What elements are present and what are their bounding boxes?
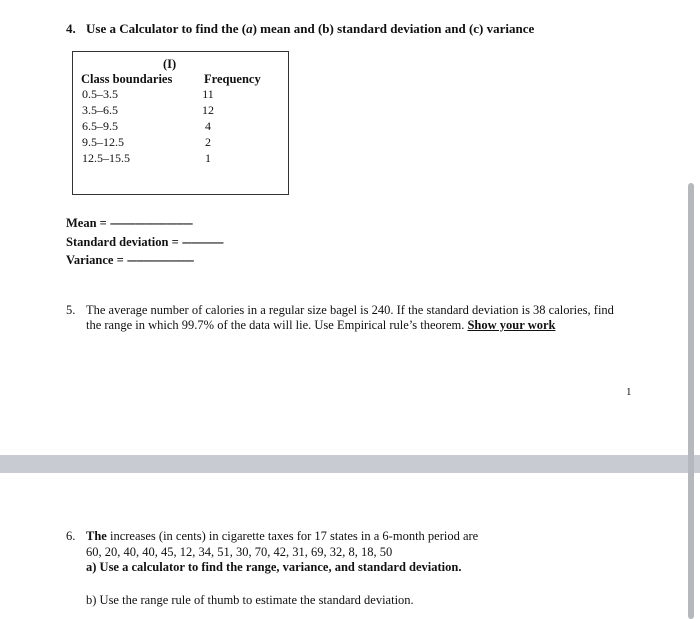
frequency-table xyxy=(72,51,289,195)
table-row xyxy=(73,151,288,166)
class-boundary-cell: 0.5–3.5 xyxy=(82,87,118,101)
frequency-cell: 12 xyxy=(202,103,214,117)
sd-blank[interactable]: ------------- xyxy=(181,235,223,249)
page-separator xyxy=(0,455,700,473)
question-6-text-1: increases (in cents) in cigarette taxes for 17 states in a 6-month period are xyxy=(106,529,479,543)
variance-label: Variance = xyxy=(66,253,124,267)
show-your-work: Show your work xyxy=(467,318,556,332)
frequency-cell: 4 xyxy=(205,119,211,133)
question-5-text: The average number of calories in a regular size bagel is 240. If the standard deviation is 38 calories, find the range in which 99.7% of the data will lie. Use Empirical rule’s theorem. xyxy=(86,303,614,332)
question-4-text-pre: Use a Calculator to find the ( xyxy=(86,21,247,36)
question-4-number: 4. xyxy=(66,21,76,36)
question-6-number: 6. xyxy=(66,529,76,543)
mean-blank[interactable]: -------------------------- xyxy=(109,216,193,230)
table-row xyxy=(73,103,288,118)
vertical-scrollbar[interactable] xyxy=(688,183,694,619)
header-frequency: Frequency xyxy=(204,72,261,86)
question-6-lead: The xyxy=(86,529,107,543)
question-5 xyxy=(66,303,626,333)
question-6-data-values: 60, 20, 40, 40, 45, 12, 34, 51, 30, 70, 42, 31, 69, 32, 8, 18, 50 xyxy=(86,544,393,559)
class-boundary-cell: 12.5–15.5 xyxy=(82,151,130,165)
variance-answer-line xyxy=(66,253,193,268)
table-row xyxy=(73,87,288,102)
table-row xyxy=(73,119,288,134)
sd-answer-line xyxy=(66,235,223,250)
class-boundary-cell: 6.5–9.5 xyxy=(82,119,118,133)
question-4-text-post: ) mean and (b) standard deviation and (c) variance xyxy=(252,21,535,36)
frequency-cell: 2 xyxy=(205,135,211,149)
sd-label: Standard deviation = xyxy=(66,235,179,249)
mean-answer-line xyxy=(66,216,192,231)
question-6 xyxy=(66,529,478,576)
header-class-boundaries: Class boundaries xyxy=(81,72,173,86)
variance-blank[interactable]: --------------------- xyxy=(126,253,194,267)
class-boundary-cell: 9.5–12.5 xyxy=(82,135,124,149)
question-4-italic-a: a xyxy=(246,21,253,36)
page-number: 1 xyxy=(626,386,632,398)
question-6-part-b: b) Use the range rule of thumb to estimate the standard deviation. xyxy=(86,593,414,607)
question-4-heading xyxy=(66,21,534,37)
table-caption: (I) xyxy=(163,57,177,71)
question-6-part-a: a) Use a calculator to find the range, variance, and standard deviation. xyxy=(86,560,462,574)
mean-label: Mean = xyxy=(66,216,107,230)
table-row xyxy=(73,135,288,150)
class-boundary-cell: 3.5–6.5 xyxy=(82,103,118,117)
question-5-number: 5. xyxy=(66,303,76,317)
frequency-cell: 1 xyxy=(205,151,211,165)
frequency-cell: 11 xyxy=(202,87,214,101)
